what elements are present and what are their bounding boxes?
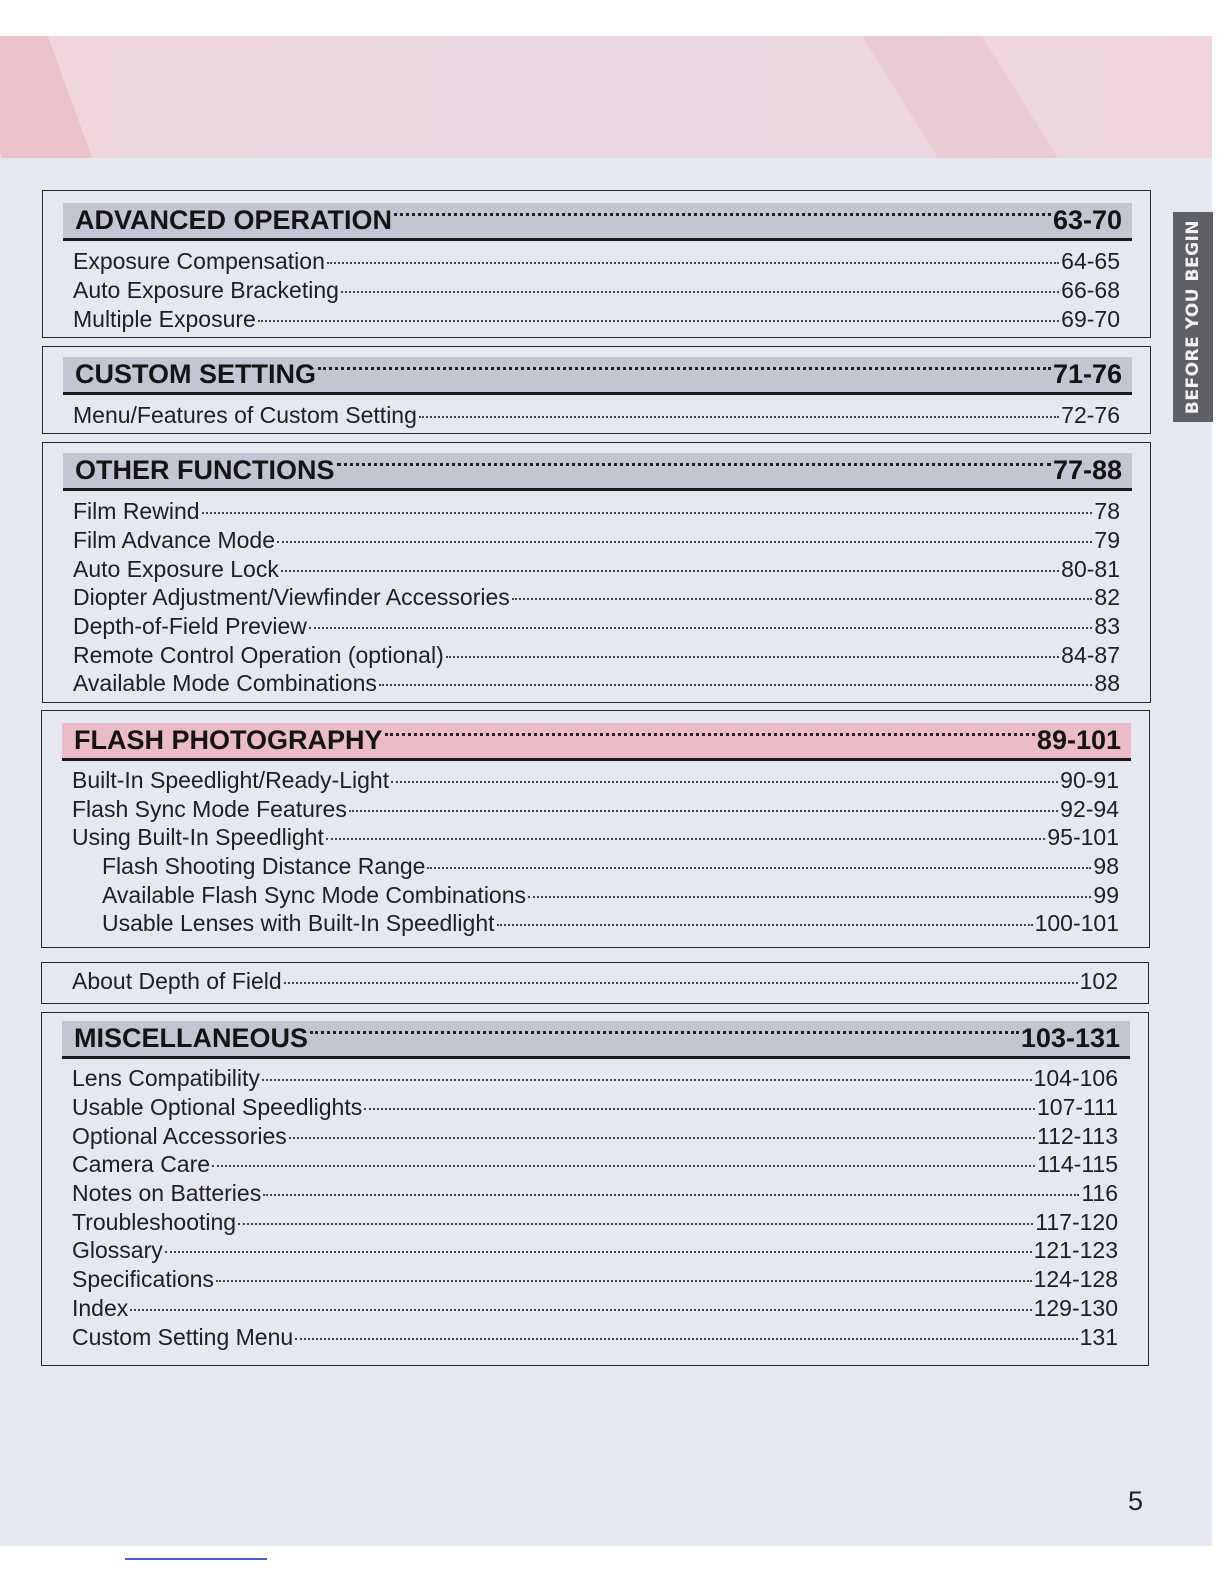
section-header[interactable] bbox=[63, 203, 1132, 241]
section-header[interactable] bbox=[63, 453, 1132, 491]
toc-entry[interactable] bbox=[73, 642, 1120, 670]
entry-label: About Depth of Field bbox=[72, 968, 282, 994]
entry-pages: 78 bbox=[1094, 498, 1120, 524]
section-miscellaneous bbox=[41, 1012, 1149, 1366]
section-pages: 77-88 bbox=[1052, 455, 1122, 485]
entry-label: Using Built-In Speedlight bbox=[72, 824, 324, 850]
entry-label: Notes on Batteries bbox=[72, 1180, 262, 1206]
toc-entry[interactable] bbox=[73, 306, 1120, 334]
entry-label: Built-In Speedlight/Ready-Light bbox=[72, 767, 390, 793]
dot-leader bbox=[337, 463, 1051, 466]
entry-label: Camera Care bbox=[72, 1151, 211, 1177]
entry-pages: 116 bbox=[1081, 1180, 1118, 1206]
entry-label: Troubleshooting bbox=[72, 1209, 237, 1235]
dot-leader bbox=[289, 1137, 1035, 1139]
entry-label: Auto Exposure Lock bbox=[73, 556, 279, 582]
dot-leader bbox=[284, 982, 1078, 984]
page-number: 5 bbox=[1128, 1486, 1144, 1516]
dot-leader bbox=[385, 733, 1035, 736]
dot-leader bbox=[212, 1165, 1035, 1167]
entry-pages: 99 bbox=[1093, 882, 1119, 908]
section-flash-photography bbox=[41, 710, 1150, 948]
entry-label: Film Advance Mode bbox=[73, 527, 275, 553]
entry-label: Index bbox=[72, 1295, 129, 1321]
section-title: OTHER FUNCTIONS bbox=[75, 455, 335, 485]
dot-leader bbox=[165, 1251, 1032, 1253]
toc-entry[interactable] bbox=[72, 968, 1118, 996]
entry-pages: 124-128 bbox=[1033, 1266, 1118, 1292]
toc-entry[interactable] bbox=[72, 1209, 1118, 1237]
dot-leader bbox=[391, 781, 1058, 783]
dot-leader bbox=[216, 1280, 1032, 1282]
entry-label: Usable Lenses with Built-In Speedlight bbox=[102, 910, 495, 936]
dot-leader bbox=[310, 1031, 1019, 1034]
toc-entry[interactable] bbox=[73, 584, 1120, 612]
entry-pages: 64-65 bbox=[1061, 248, 1120, 274]
entry-pages: 121-123 bbox=[1033, 1237, 1118, 1263]
entry-label: Depth-of-Field Preview bbox=[73, 613, 307, 639]
header-band bbox=[0, 36, 1212, 158]
toc-entry[interactable] bbox=[73, 527, 1120, 555]
entry-pages: 84-87 bbox=[1061, 642, 1120, 668]
toc-entry[interactable] bbox=[73, 670, 1120, 698]
entry-label: Available Mode Combinations bbox=[73, 670, 377, 696]
section-pages: 71-76 bbox=[1052, 359, 1122, 389]
entry-label: Film Rewind bbox=[73, 498, 200, 524]
dot-leader bbox=[281, 570, 1059, 572]
toc-entry[interactable] bbox=[73, 498, 1120, 526]
toc-entry[interactable] bbox=[72, 1324, 1118, 1352]
entry-label: Available Flash Sync Mode Combinations bbox=[102, 882, 527, 908]
entry-label: Flash Sync Mode Features bbox=[72, 796, 347, 822]
toc-entry[interactable] bbox=[73, 248, 1120, 276]
dot-leader bbox=[238, 1223, 1033, 1225]
dot-leader bbox=[309, 627, 1092, 629]
toc-entry[interactable] bbox=[72, 1094, 1118, 1122]
dot-leader bbox=[364, 1108, 1035, 1110]
toc-subentry[interactable] bbox=[102, 882, 1119, 910]
dot-leader bbox=[379, 684, 1093, 686]
entry-label: Remote Control Operation (optional) bbox=[73, 642, 444, 668]
section-custom-setting bbox=[42, 346, 1151, 434]
section-title: MISCELLANEOUS bbox=[74, 1023, 309, 1053]
entry-label: Flash Shooting Distance Range bbox=[102, 853, 426, 879]
section-title: CUSTOM SETTING bbox=[75, 359, 317, 389]
entry-label: Specifications bbox=[72, 1266, 214, 1292]
section-other-functions bbox=[42, 442, 1151, 703]
dot-leader bbox=[295, 1338, 1077, 1340]
section-title: ADVANCED OPERATION bbox=[75, 205, 393, 235]
section-pages: 63-70 bbox=[1052, 205, 1122, 235]
dot-leader bbox=[277, 541, 1092, 543]
entry-pages: 82 bbox=[1094, 584, 1120, 610]
dot-leader bbox=[263, 1194, 1079, 1196]
entry-pages: 114-115 bbox=[1037, 1151, 1118, 1177]
entry-label: Usable Optional Speedlights bbox=[72, 1094, 363, 1120]
dot-leader bbox=[258, 320, 1059, 322]
dot-leader bbox=[419, 416, 1059, 418]
entry-pages: 95-101 bbox=[1047, 824, 1119, 850]
section-title: FLASH PHOTOGRAPHY bbox=[74, 725, 383, 755]
entry-label: Lens Compatibility bbox=[72, 1065, 260, 1091]
entry-pages: 72-76 bbox=[1061, 402, 1120, 428]
entry-pages: 66-68 bbox=[1061, 277, 1120, 303]
entry-label: Diopter Adjustment/Viewfinder Accessories bbox=[73, 584, 510, 610]
toc-entry[interactable] bbox=[72, 1266, 1118, 1294]
entry-pages: 83 bbox=[1094, 613, 1120, 639]
entry-pages: 98 bbox=[1093, 853, 1119, 879]
toc-subentry[interactable] bbox=[102, 910, 1119, 938]
dot-leader bbox=[327, 262, 1059, 264]
entry-pages: 107-111 bbox=[1037, 1094, 1118, 1120]
entry-pages: 104-106 bbox=[1033, 1065, 1118, 1091]
decorative-stripe bbox=[0, 36, 92, 158]
toc-entry[interactable] bbox=[72, 1237, 1118, 1265]
entry-pages: 129-130 bbox=[1033, 1295, 1118, 1321]
toc-entry[interactable] bbox=[72, 767, 1119, 795]
toc-entry[interactable] bbox=[72, 824, 1119, 852]
toc-entry[interactable] bbox=[73, 556, 1120, 584]
toc-entry[interactable] bbox=[72, 1180, 1118, 1208]
entry-label: Glossary bbox=[72, 1237, 163, 1263]
toc-entry[interactable] bbox=[72, 1151, 1118, 1179]
dot-leader bbox=[130, 1309, 1031, 1311]
entry-pages: 88 bbox=[1094, 670, 1120, 696]
entry-label: Auto Exposure Bracketing bbox=[73, 277, 339, 303]
toc-entry[interactable] bbox=[73, 402, 1120, 430]
side-tab[interactable] bbox=[1173, 212, 1213, 422]
entry-label: Multiple Exposure bbox=[73, 306, 256, 332]
entry-label: Optional Accessories bbox=[72, 1123, 287, 1149]
dot-leader bbox=[394, 213, 1051, 216]
dot-leader bbox=[318, 367, 1051, 370]
dot-leader bbox=[446, 656, 1059, 658]
toc-entry[interactable] bbox=[73, 277, 1120, 305]
entry-label: Menu/Features of Custom Setting bbox=[73, 402, 417, 428]
dot-leader bbox=[512, 598, 1093, 600]
toc-entry[interactable] bbox=[72, 1123, 1118, 1151]
section-pages: 103-131 bbox=[1020, 1023, 1120, 1053]
section-advanced-operation bbox=[42, 190, 1151, 338]
toc-entry[interactable] bbox=[72, 1065, 1118, 1093]
section-header[interactable] bbox=[62, 723, 1131, 761]
dot-leader bbox=[528, 896, 1091, 898]
dot-leader bbox=[341, 291, 1059, 293]
entry-pages: 100-101 bbox=[1034, 910, 1119, 936]
entry-pages: 79 bbox=[1094, 527, 1120, 553]
entry-pages: 80-81 bbox=[1061, 556, 1120, 582]
dot-leader bbox=[262, 1079, 1032, 1081]
entry-label: Custom Setting Menu bbox=[72, 1324, 294, 1350]
toc-entry[interactable] bbox=[72, 1295, 1118, 1323]
section-header[interactable] bbox=[62, 1021, 1130, 1059]
section-pages: 89-101 bbox=[1036, 725, 1121, 755]
dot-leader bbox=[349, 810, 1058, 812]
entry-pages: 102 bbox=[1079, 968, 1118, 994]
entry-pages: 131 bbox=[1079, 1324, 1118, 1350]
bottom-rule bbox=[125, 1558, 267, 1560]
entry-pages: 69-70 bbox=[1061, 306, 1120, 332]
section-depth-of-field bbox=[41, 962, 1149, 1004]
entry-pages: 92-94 bbox=[1060, 796, 1119, 822]
section-header[interactable] bbox=[63, 357, 1132, 395]
decorative-stripe bbox=[862, 36, 1058, 158]
side-tab-label: BEFORE YOU BEGIN bbox=[1183, 219, 1203, 415]
dot-leader bbox=[427, 867, 1091, 869]
entry-pages: 112-113 bbox=[1037, 1123, 1118, 1149]
entry-label: Exposure Compensation bbox=[73, 248, 325, 274]
dot-leader bbox=[497, 924, 1033, 926]
entry-pages: 117-120 bbox=[1035, 1209, 1118, 1235]
dot-leader bbox=[202, 512, 1093, 514]
entry-pages: 90-91 bbox=[1060, 767, 1119, 793]
toc-entry[interactable] bbox=[73, 613, 1120, 641]
toc-entry[interactable] bbox=[72, 796, 1119, 824]
toc-subentry[interactable] bbox=[102, 853, 1119, 881]
dot-leader bbox=[326, 838, 1046, 840]
